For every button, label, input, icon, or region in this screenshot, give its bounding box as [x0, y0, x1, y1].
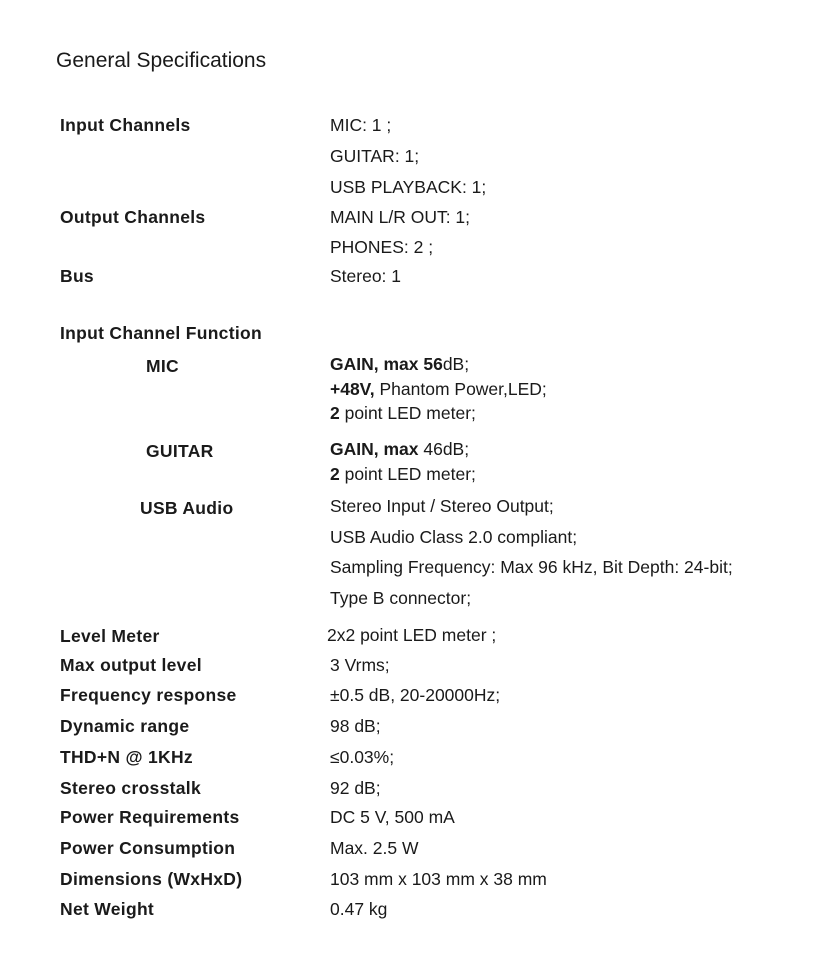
thd-n-label: THD+N @ 1KHz — [60, 747, 193, 767]
guitar-label: GUITAR — [146, 441, 214, 461]
guitar-meter — [330, 463, 476, 485]
usb-audio-label: USB Audio — [140, 498, 234, 518]
net-weight-value: 0.47 kg — [330, 899, 388, 919]
level-meter-label: Level Meter — [60, 626, 160, 646]
power-requirements-label: Power Requirements — [60, 807, 240, 827]
mic-phantom-bold: +48V, — [330, 379, 375, 399]
max-output-level-label: Max output level — [60, 655, 202, 675]
dynamic-range-value: 98 dB; — [330, 716, 381, 736]
mic-label: MIC — [146, 356, 179, 376]
dimensions-value: 103 mm x 103 mm x 38 mm — [330, 869, 547, 889]
mic-gain-unit: dB; — [442, 354, 470, 374]
stereo-crosstalk-label: Stereo crosstalk — [60, 778, 201, 798]
guitar-meter-bold: 2 — [330, 464, 340, 484]
max-output-level-value: 3 Vrms; — [330, 655, 390, 675]
mic-meter-rest: point LED meter; — [339, 403, 476, 423]
usb-audio-value-io: Stereo Input / Stereo Output; — [330, 496, 554, 516]
mic-gain-bold: GAIN, max 56 — [330, 354, 443, 374]
page-title: General Specifications — [56, 49, 267, 72]
input-channels-value-mic: MIC: 1 ; — [330, 115, 392, 135]
frequency-response-label: Frequency response — [60, 685, 237, 705]
output-channels-value-phones: PHONES: 2 ; — [330, 237, 434, 257]
stereo-crosstalk-value: 92 dB; — [330, 778, 381, 798]
dimensions-label: Dimensions (WxHxD) — [60, 869, 243, 889]
dynamic-range-label: Dynamic range — [60, 716, 190, 736]
bus-value: Stereo: 1 — [330, 266, 402, 286]
input-channel-function-label: Input Channel Function — [60, 323, 262, 343]
input-channels-value-guitar: GUITAR: 1; — [330, 146, 420, 166]
frequency-response-value: ±0.5 dB, 20-20000Hz; — [330, 685, 501, 705]
power-consumption-label: Power Consumption — [60, 838, 236, 858]
guitar-meter-rest: point LED meter; — [339, 464, 476, 484]
guitar-gain-bold: GAIN, max — [330, 439, 419, 459]
net-weight-label: Net Weight — [60, 899, 155, 919]
guitar-gain-rest: 46dB; — [418, 439, 470, 459]
thd-n-value: ≤0.03%; — [330, 747, 395, 767]
output-channels-label: Output Channels — [60, 207, 206, 227]
input-channels-label: Input Channels — [60, 115, 191, 135]
usb-audio-value-sampling: Sampling Frequency: Max 96 kHz, Bit Depth: 24-bit; — [330, 557, 733, 577]
mic-gain — [330, 353, 469, 375]
output-channels-value-main: MAIN L/R OUT: 1; — [330, 207, 471, 227]
input-channels-value-usb: USB PLAYBACK: 1; — [330, 177, 487, 197]
usb-audio-value-class: USB Audio Class 2.0 compliant; — [330, 527, 578, 547]
level-meter-value: 2x2 point LED meter ; — [327, 625, 497, 645]
power-requirements-value: DC 5 V, 500 mA — [330, 807, 455, 827]
mic-meter — [330, 402, 476, 424]
mic-phantom — [330, 378, 547, 400]
mic-phantom-rest: Phantom Power,LED; — [374, 379, 547, 399]
mic-meter-bold: 2 — [330, 403, 340, 423]
bus-label: Bus — [60, 266, 94, 286]
guitar-gain — [330, 438, 469, 460]
power-consumption-value: Max. 2.5 W — [330, 838, 419, 858]
usb-audio-value-connector: Type B connector; — [330, 588, 472, 608]
